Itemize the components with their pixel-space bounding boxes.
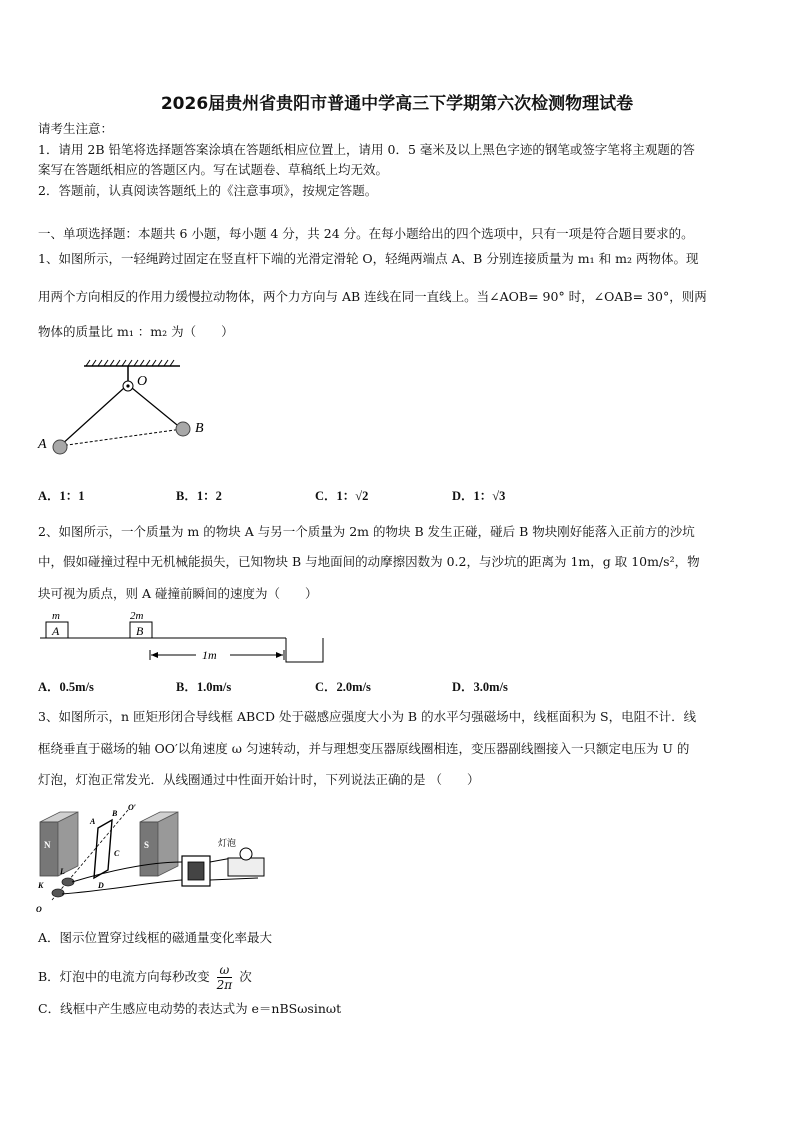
label-bulb: 灯泡 (218, 838, 237, 848)
q2-line-3: 块可视为质点，则 A 碰撞前瞬间的速度为（ ） (38, 586, 318, 601)
q3-option-b: B．灯泡中的电流方向每秒改变 $\frac{\omega}{2\pi}$ 次 (38, 963, 252, 992)
q2-collision-figure (38, 606, 338, 668)
q3-option-b-text: B．灯泡中的电流方向每秒改变 (38, 969, 210, 984)
q3-option-a: A．图示位置穿过线框的磁通量变化率最大 (38, 930, 273, 945)
bulb-icon (240, 848, 252, 860)
slip-ring-k (52, 889, 64, 897)
q2-line-1: 2、如图所示，一个质量为 m 的物块 A 与另一个质量为 2m 的物块 B 发生正碰，碰后 B 物块刚好能落入正前方的沙坑 (38, 524, 695, 539)
q3-line-2: 框绕垂直于磁场的轴 OO′以角速度 ω 匀速转动，并与理想变压器原线圈相连，变压器副线圈接入一只额定电压为 U 的 (38, 741, 690, 756)
rope-oa (60, 388, 124, 446)
svg-text:O′: O′ (128, 803, 137, 812)
rope-ob (132, 388, 182, 429)
ceiling-hatch (86, 360, 174, 366)
svg-text:D: D (98, 881, 104, 890)
section-heading: 一、单项选择题：本题共 6 小题，每小题 4 分，共 24 分。在每小题给出的四个选项中，只有一项是符合题目要求的。 (38, 226, 694, 241)
notice-item-1a: 1．请用 2B 铅笔将选择题答案涂填在答题纸相应位置上，请用 0．5 毫米及以上黑色字迹的钢笔或签字笔将主观题的答 (38, 142, 695, 157)
label-o: O (137, 374, 148, 389)
q1-line-2: 用两个方向相反的作用力缓慢拉动物体，两个力方向与 AB 连线在同一直线上。当∠AOB= 90° 时，∠OAB= 30°，则两 (38, 289, 707, 304)
svg-text:C: C (114, 849, 120, 858)
label-block-b: B (136, 624, 144, 638)
svg-text:L: L (60, 867, 65, 876)
dashed-ab (60, 429, 182, 446)
svg-text:B: B (112, 809, 118, 818)
label-mass-b: 2m (130, 610, 144, 622)
mass-a (53, 440, 67, 454)
wire-bottom (62, 880, 182, 894)
label-s: S (144, 840, 150, 850)
label-b: B (195, 421, 204, 436)
notice-item-1b: 案写在答题纸相应的答题区内。写在试题卷、草稿纸上均无效。 (38, 162, 389, 177)
q2-option-a: A．0.5m/s (38, 680, 94, 694)
q1-line-1: 1、如图所示，一轻绳跨过固定在竖直杆下端的光滑定滑轮 O，轻绳两端点 A、B 分别连接质量为 m₁ 和 m₂ 两物体。现 (38, 251, 699, 266)
q1-option-d: D．1：√3 (452, 489, 506, 503)
coil-abcd (94, 820, 112, 878)
q1-option-a: A．1：1 (38, 489, 85, 503)
q3-line-3: 灯泡，灯泡正常发光．从线圈通过中性面开始计时，下列说法正确的是 （ ） (38, 772, 480, 787)
bulb-base (228, 858, 264, 876)
q2-line-2: 中，假如碰撞过程中无机械能损失，已知物块 B 与地面间的动摩擦因数为 0.2，与沙坑的距离为 1m，g 取 10m/s²，物 (38, 554, 700, 569)
label-n: N (44, 840, 51, 850)
label-mass-a: m (52, 610, 60, 622)
label-a: A (38, 437, 47, 452)
label-distance: 1m (202, 648, 217, 662)
label-block-a: A (52, 624, 60, 638)
q2-option-c: C．2.0m/s (315, 680, 371, 694)
page-title: 2026届贵州省贵阳市普通中学高三下学期第六次检测物理试卷 (160, 94, 634, 114)
q2-option-b: B．1.0m/s (176, 680, 232, 694)
mass-b (176, 422, 190, 436)
q3-option-c: C．线框中产生感应电动势的表达式为 e＝nBSωsinωt (38, 1001, 342, 1016)
q1-option-b: B．1：2 (176, 489, 222, 503)
svg-text:K: K (38, 881, 44, 890)
svg-text:O: O (36, 905, 42, 914)
q1-line-3: 物体的质量比 m₁ ：m₂ 为（ ） (38, 324, 234, 339)
notice-item-2: 2．答题前，认真阅读答题纸上的《注意事项》，按规定答题。 (38, 183, 378, 198)
q2-option-d: D．3.0m/s (452, 680, 508, 694)
svg-text:A: A (90, 817, 96, 826)
notice-heading: 请考生注意： (38, 121, 114, 136)
q3-line-1: 3、如图所示，n 匝矩形闭合导线框 ABCD 处于磁感应强度大小为 B 的水平匀强磁场中，线框面积为 S，电阻不计．线 (38, 709, 697, 724)
q3-generator-figure (32, 800, 282, 915)
q1-pulley-figure (30, 356, 230, 462)
fraction: $\frac{\omega}{2\pi}$ (216, 963, 233, 992)
sand-pit (286, 638, 323, 662)
q1-option-c: C．1：√2 (315, 489, 369, 503)
